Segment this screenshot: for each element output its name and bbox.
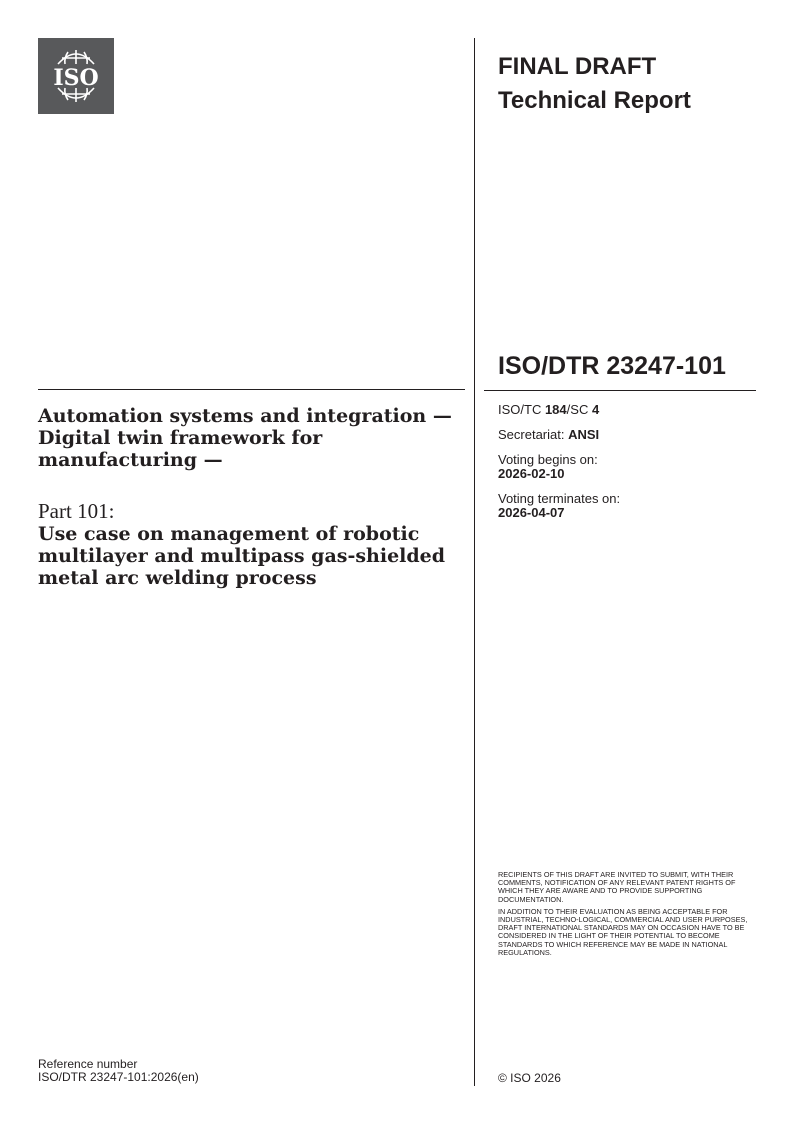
iso-logo: [38, 38, 114, 114]
svg-text:ISO: ISO: [53, 65, 99, 91]
reference-label: Reference number: [38, 1057, 138, 1071]
notice-paragraph: RECIPIENTS OF THIS DRAFT ARE INVITED TO SUBMIT, WITH THEIR COMMENTS, NOTIFICATION OF ANY RELEVANT PATENT RIGHTS OF WHICH THEY ARE AWARE AND TO PROVIDE SUPPORTING DOCUMENTATION.: [498, 870, 736, 904]
secretariat-label: Secretariat:: [498, 427, 569, 442]
title-rule: [38, 389, 465, 390]
column-divider: [474, 38, 475, 1086]
voting-begins: [498, 453, 598, 481]
stage-label: FINAL DRAFT: [498, 53, 657, 80]
sc-prefix: /SC: [566, 402, 592, 417]
reference-number: [38, 1058, 199, 1084]
secretariat: [498, 428, 599, 442]
committee-prefix: ISO/TC: [498, 402, 545, 417]
sc-number: 4: [591, 402, 600, 417]
document-subtitle: Use case on management of robotic multilayer and multipass gas-shielded metal arc welding process: [38, 523, 446, 589]
docnum-rule: [484, 390, 756, 391]
globe-icon: [38, 38, 114, 114]
tc-number: 184: [544, 402, 567, 417]
voting-ends-label: Voting terminates on:: [498, 491, 621, 506]
copyright: © ISO 2026: [498, 1071, 561, 1085]
committee: [498, 403, 599, 417]
reference-value: ISO/DTR 23247-101:2026(en): [38, 1070, 199, 1084]
secretariat-value: ANSI: [568, 427, 600, 442]
draft-notice: [498, 871, 758, 961]
part-label: Part 101:: [38, 499, 115, 523]
voting-ends: [498, 492, 620, 520]
document-type: Technical Report: [498, 87, 691, 114]
notice-paragraph: IN ADDITION TO THEIR EVALUATION AS BEING ACCEPTABLE FOR INDUSTRIAL, TECHNO-LOGICAL, COMMERCIAL AND USER PURPOSES, DRAFT INTERNATIONAL STANDARDS MAY ON OCCASION HAVE TO BE CONSIDERED IN THE LIGHT OF THEIR POTENTIAL TO BECOME STANDARDS TO WHICH REFERENCE MAY BE MADE IN NATIONAL REGULATIONS.: [498, 906, 748, 957]
voting-begins-label: Voting begins on:: [498, 452, 598, 467]
voting-ends-date: 2026-04-07: [498, 505, 565, 520]
voting-begins-date: 2026-02-10: [498, 466, 565, 481]
document-number: ISO/DTR 23247-101: [498, 352, 726, 380]
document-title: Automation systems and integration — Digital twin framework for manufacturing —: [38, 405, 452, 471]
